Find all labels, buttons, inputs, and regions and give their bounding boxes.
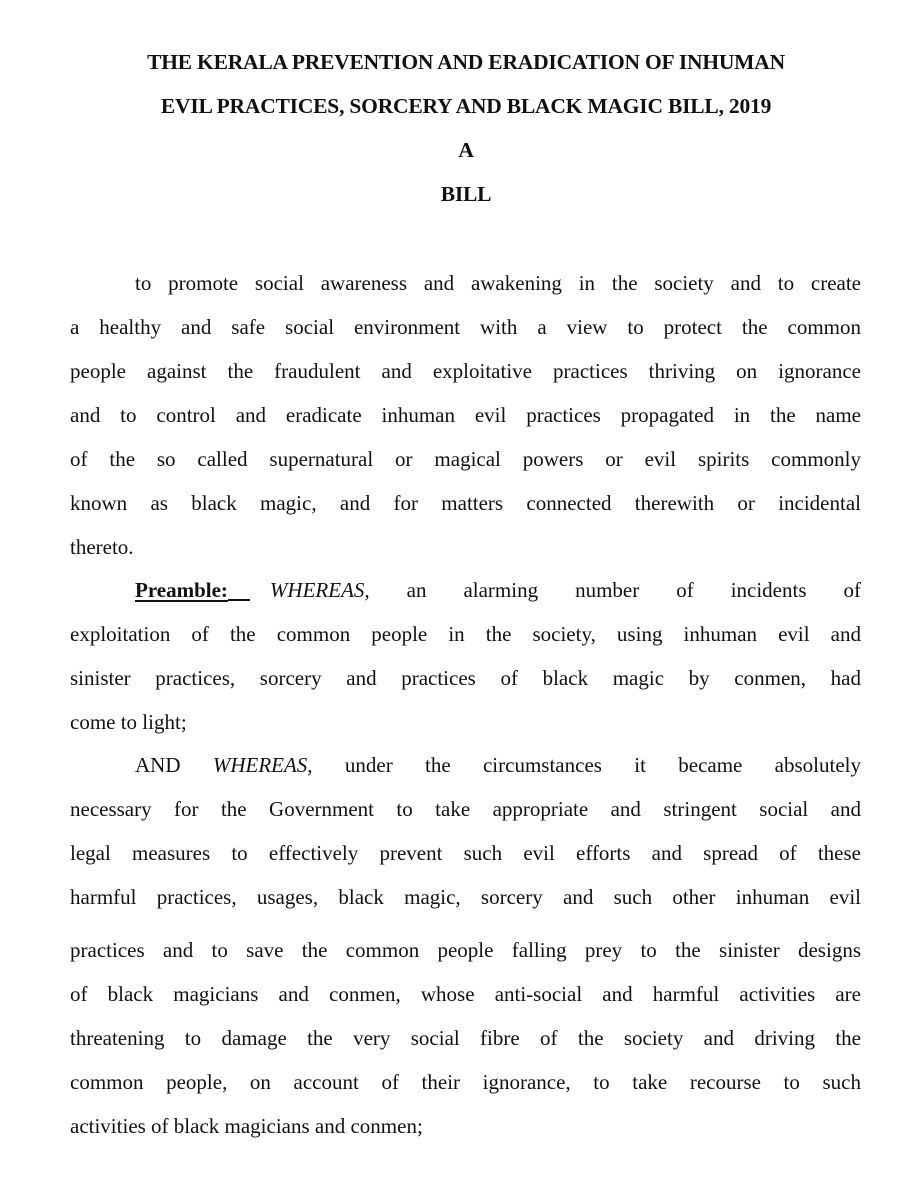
preamble-label: Preamble: bbox=[135, 578, 228, 602]
second-whereas-line: practices and to save the common people falling prey to the sinister designs bbox=[70, 938, 861, 962]
bill-title-bill: BILL bbox=[440, 182, 492, 206]
second-whereas-line: activities of black magicians and conmen; bbox=[70, 1114, 423, 1138]
second-whereas-first-line bbox=[135, 750, 861, 780]
preamble-line: exploitation of the common people in the society, using inhuman evil and bbox=[70, 622, 861, 646]
second-whereas-line: threatening to damage the very social fibre of the society and driving the bbox=[70, 1026, 861, 1050]
bill-title-line-1: THE KERALA PREVENTION AND ERADICATION OF INHUMAN bbox=[147, 50, 785, 74]
preamble-underline-gap bbox=[228, 598, 250, 601]
second-whereas-text: under the circumstances it became absolutely bbox=[312, 753, 861, 777]
second-whereas-line: common people, on account of their ignorance, to take recourse to such bbox=[70, 1070, 861, 1094]
bill-title-a: A bbox=[458, 138, 474, 162]
intro-line: to promote social awareness and awakening in the society and to create bbox=[135, 271, 861, 295]
intro-line: thereto. bbox=[70, 535, 134, 559]
bill-title-line-2: EVIL PRACTICES, SORCERY AND BLACK MAGIC BILL, 2019 bbox=[160, 94, 772, 118]
intro-line: a healthy and safe social environment with a view to protect the common bbox=[70, 315, 861, 339]
preamble-line: come to light; bbox=[70, 710, 187, 734]
second-whereas-line: necessary for the Government to take appropriate and stringent social and bbox=[70, 797, 861, 821]
whereas-keyword: WHEREAS, bbox=[212, 753, 313, 777]
intro-line: people against the fraudulent and exploitative practices thriving on ignorance bbox=[70, 359, 861, 383]
intro-line: of the so called supernatural or magical powers or evil spirits commonly bbox=[70, 447, 861, 471]
preamble-first-line bbox=[135, 575, 861, 605]
second-whereas-line: harmful practices, usages, black magic, sorcery and such other inhuman evil bbox=[70, 885, 861, 909]
preamble-text: an alarming number of incidents of bbox=[369, 578, 861, 602]
second-whereas-line: legal measures to effectively prevent such evil efforts and spread of these bbox=[70, 841, 861, 865]
whereas-keyword: WHEREAS, bbox=[269, 578, 370, 602]
and-keyword: AND bbox=[135, 753, 213, 777]
second-whereas-line: of black magicians and conmen, whose anti-social and harmful activities are bbox=[70, 982, 861, 1006]
intro-line: and to control and eradicate inhuman evil practices propagated in the name bbox=[70, 403, 861, 427]
intro-line: known as black magic, and for matters connected therewith or incidental bbox=[70, 491, 861, 515]
preamble-line: sinister practices, sorcery and practices of black magic by conmen, had bbox=[70, 666, 861, 690]
